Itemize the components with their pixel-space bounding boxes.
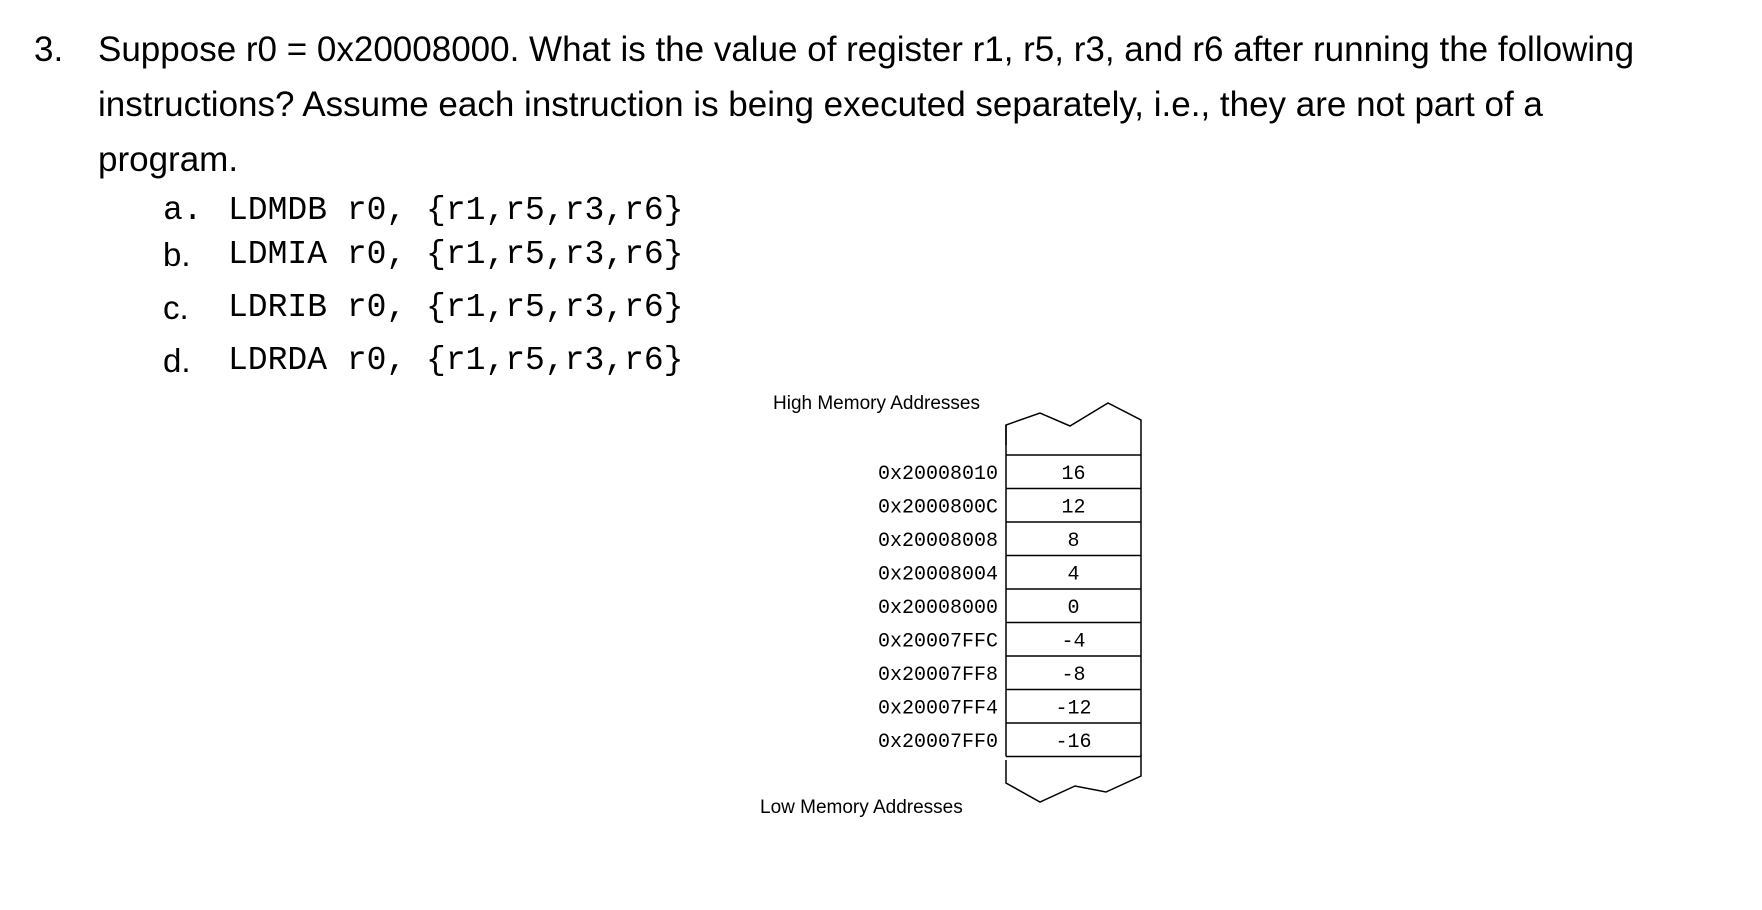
memory-value: -12 — [1055, 697, 1092, 721]
option-letter: c. — [163, 289, 189, 326]
option-instruction: LDMIA r0, {r1,r5,r3,r6} — [228, 236, 684, 273]
memory-address: 0x20008004 — [877, 563, 998, 587]
memory-break-top — [1006, 403, 1141, 455]
memory-address: 0x2000800C — [877, 496, 998, 520]
memory-rows — [878, 455, 1141, 757]
question-text: Suppose r0 = 0x20008000. What is the value of register r1, r5, r3, and r6 after running the following instructions? Assume each instruction is being executed separately, i.e., they are not part of a program. — [98, 30, 1635, 179]
option-letter: b. — [163, 236, 191, 273]
high-memory-label: High Memory Addresses — [773, 393, 980, 414]
memory-value: -4 — [1061, 630, 1086, 654]
memory-address: 0x20007FFC — [877, 630, 998, 654]
memory-address: 0x20007FF8 — [877, 663, 998, 687]
memory-address: 0x20007FF0 — [877, 730, 998, 754]
memory-value: 16 — [1061, 462, 1086, 486]
memory-value: -16 — [1055, 730, 1092, 754]
question-number: 3. — [34, 30, 64, 69]
memory-address: 0x20008010 — [877, 462, 998, 486]
option-letter: d. — [163, 342, 191, 379]
option-instruction: LDRDA r0, {r1,r5,r3,r6} — [228, 342, 684, 379]
memory-value: 12 — [1061, 496, 1086, 520]
memory-value: 4 — [1067, 563, 1080, 587]
memory-value: -8 — [1061, 663, 1086, 687]
memory-break-bottom — [1006, 755, 1141, 802]
low-memory-label: Low Memory Addresses — [760, 797, 963, 818]
memory-address: 0x20008000 — [877, 596, 998, 620]
option-instruction: LDRIB r0, {r1,r5,r3,r6} — [228, 289, 684, 326]
option-letter: a. — [163, 192, 203, 229]
memory-address: 0x20007FF4 — [877, 697, 998, 721]
option-instruction: LDMDB r0, {r1,r5,r3,r6} — [228, 192, 684, 229]
memory-value: 0 — [1067, 596, 1080, 620]
memory-value: 8 — [1067, 529, 1080, 553]
memory-address: 0x20008008 — [877, 529, 998, 553]
